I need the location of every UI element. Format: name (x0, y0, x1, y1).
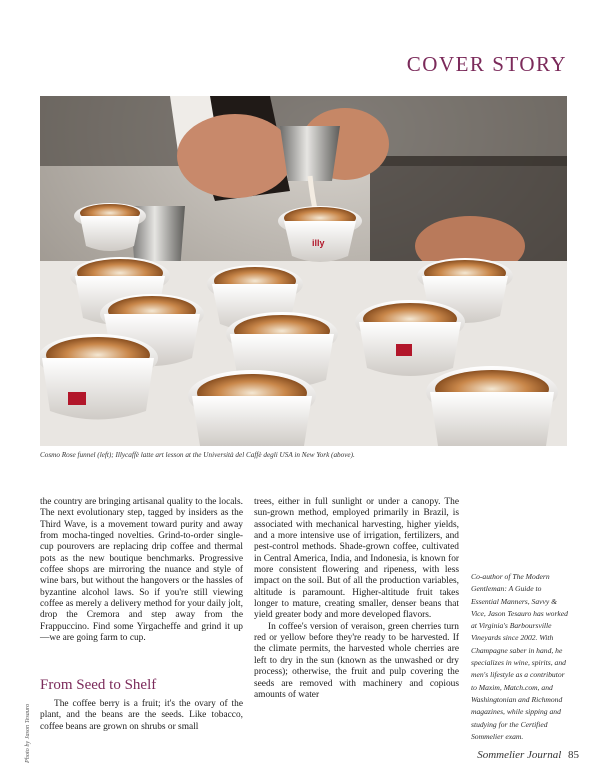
photo-caption: Cosmo Rose funnel (left); Illycaffè latte art lesson at the Università del Caffè degli USA in New York (above). (40, 451, 355, 459)
latte-art-illustration (40, 96, 567, 446)
article-paragraph: the country are bringing artisanal quality to the locals. The next evolutionary step, tagged by insiders as the Third Wave, is a movement toward purity and away from mocha-tinged novelties. Grind-to-order single-cup pourovers are replacing drip coffee and thermal pots as the new boutique benchmarks. Progressive coffee shops are mirroring the nuance and style of wine bars, but without the hangovers or the hassles of byzantine alcohol laws. So if you're still viewing coffee as merely a delivery method for your daily jolt, drop the Cremora and step away from the Frappuccino. Find some Yirgacheffe and grind it up—we are going farm to cup. (40, 497, 243, 644)
section-subhead: From Seed to Shelf (40, 677, 157, 693)
article-column-1-continued: The coffee berry is a fruit; it's the ovary of the plant, and the beans are the seeds. Like tobacco, coffee beans are grown on shrubs or small (40, 699, 243, 732)
page-number: 85 (568, 749, 579, 761)
article-column-2 (254, 497, 459, 701)
cover-photo (40, 96, 567, 446)
publication-name: Sommelier Journal (477, 749, 562, 761)
article-paragraph: In coffee's version of veraison, green cherries turn red or yellow before they're ready to be harvested. If the climate permits, the harvested whole cherries are left to dry in the sun (known as the unwashed or dry process); otherwise, the fruit and pulp covering the seeds are removed with machinery and copious amounts of water (254, 621, 459, 700)
photo-credit: Photo by Jason Tesauro (24, 703, 31, 763)
article-paragraph: trees, either in full sunlight or under a canopy. The sun-grown method, employed primarily in Brazil, is associated with mechanical harvesting, higher yields, and a more intensive use of irrigation, fertilizers, and pest-control methods. Shade-grown coffee, cultivated in Central America, India, and Indonesia, is known for more consistent flowering and ripeness, with less impact on the soil. But of all the production variables, altitude is paramount. Higher-altitude fruit takes longer to mature, creating smaller, denser beans that yield greater body and more developed flavors. (254, 497, 459, 621)
section-label: COVER STORY (406, 52, 567, 76)
cup-logo: illy (312, 238, 325, 248)
article-column-1 (40, 497, 243, 644)
page-footer (477, 749, 579, 761)
author-bio: Co-author of The Modern Gentleman: A Guide to Essential Manners, Savvy & Vice, Jason Tesauro has worked at Virginia's Barboursville Vineyards since 2002. With Champagne saber in hand, he specializes in wine, spirits, and men's lifestyle as a contributor to Maxim, Match.com, and Washingtonian and Richmond magazines, while sipping and studying for the Certified Sommelier exam. (471, 572, 568, 741)
